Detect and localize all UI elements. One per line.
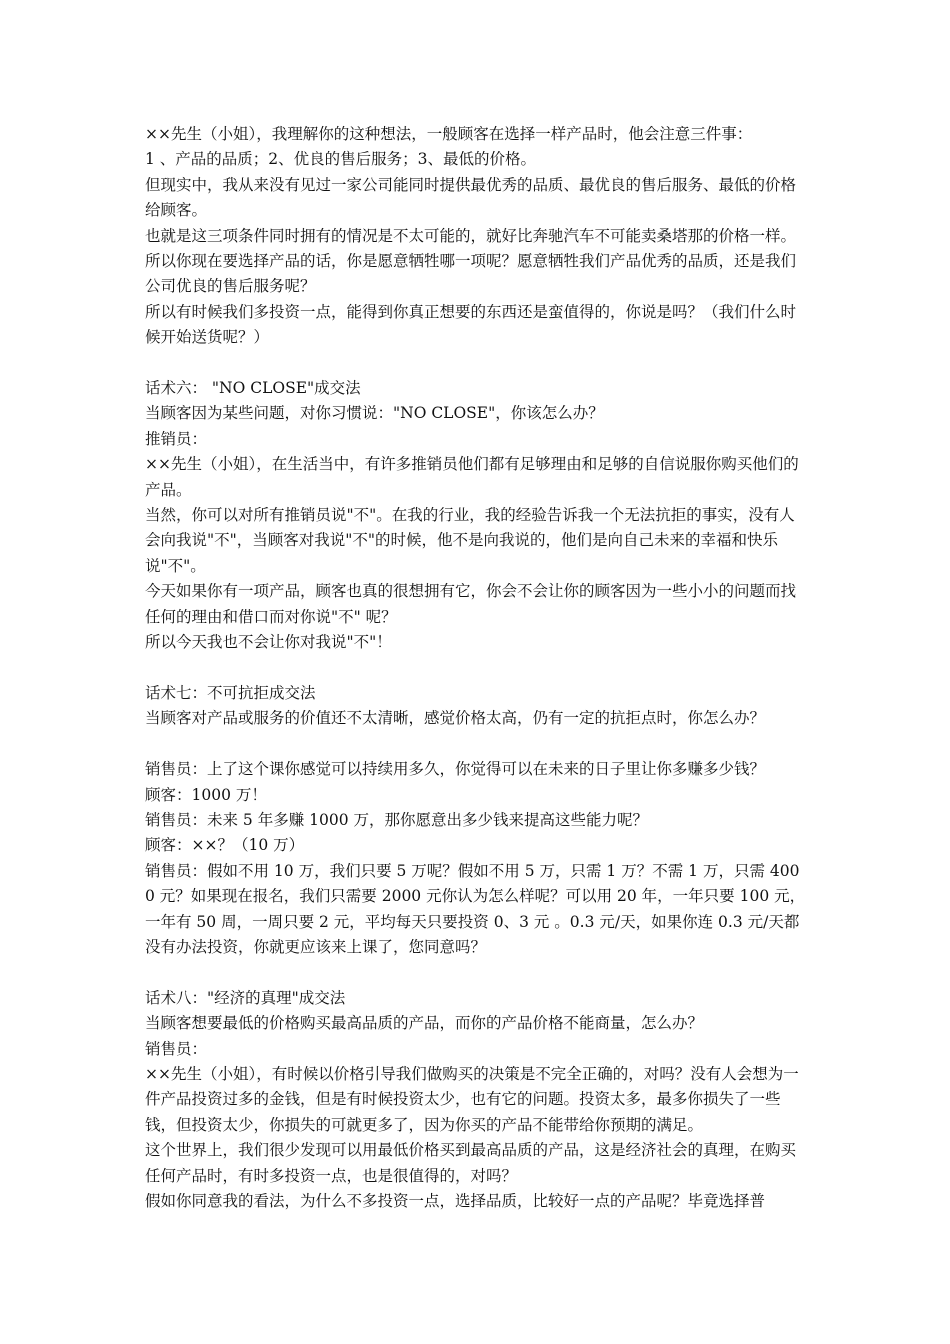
section-heading-8: 话术八："经济的真理"成交法 [145, 988, 346, 1007]
paragraph: 当顾客对产品或服务的价值还不太清晰，感觉价格太高，仍有一定的抗拒点时，你怎么办？ [145, 709, 766, 728]
blank-line [145, 656, 807, 681]
paragraph: ××先生（小姐），我理解你的这种想法，一般顾客在选择一样产品时，他会注意三件事： [145, 125, 753, 143]
dialogue-line: 顾客：××？（10 万） [145, 836, 305, 855]
speaker-label: 销售员： [145, 1039, 208, 1058]
paragraph: 假如你同意我的看法，为什么不多投资一点，选择品质，比较好一点的产品呢？毕竟选择普 [145, 1192, 766, 1210]
paragraph: 当顾客想要最低的价格购买最高品质的产品，而你的产品价格不能商量，怎么办？ [145, 1014, 704, 1033]
dialogue-line: 销售员：假如不用 10 万，我们只要 5 万呢？假如不用 5 万，只需 1 万？不需 1 万，只需 4000 元？如果现在报名，我们只需要 2000 元你认为怎么样呢？可以用 20 年，一年只要 100 元，一年有 50 周，一周只要 2 元，平均每天只要投资 0、3 元 。0.3 元/天，如果你连 0.3 元/天都没有办法投资，你就更应该来上课了，您同意吗？ [145, 861, 806, 956]
paragraph: 所以今天我也不会让你对我说"不"！ [145, 633, 392, 652]
dialogue-line: 销售员：上了这个课你感觉可以持续用多久，你觉得可以在未来的日子里让你多赚多少钱？ [145, 760, 766, 779]
paragraph: 当顾客因为某些问题，对你习惯说："NO CLOSE"，你该怎么办？ [145, 404, 604, 423]
dialogue-line: 顾客：1000 万！ [145, 785, 267, 804]
paragraph: 也就是这三项条件同时拥有的情况是不太可能的，就好比奔驰汽车不可能卖桑塔那的价格一样。 [145, 226, 797, 245]
paragraph: 所以有时候我们多投资一点，能得到你真正想要的东西还是蛮值得的，你说是吗？（我们什么时候开始送货呢？） [145, 302, 797, 347]
paragraph: 所以你现在要选择产品的话，你是愿意牺牲哪一项呢？愿意牺牲我们产品优秀的品质，还是我们公司优良的售后服务呢？ [145, 252, 797, 296]
dialogue-line: 销售员：未来 5 年多赚 1000 万，那你愿意出多少钱来提高这些能力呢？ [145, 810, 649, 829]
paragraph: ××先生（小姐），在生活当中，有许多推销员他们都有足够理由和足够的自信说服你购买他们的产品。 [145, 455, 799, 499]
blank-line [145, 351, 807, 376]
paragraph: 这个世界上，我们很少发现可以用最低价格买到最高品质的产品，这是经济社会的真理，在购买任何产品时，有时多投资一点，也是很值得的，对吗？ [145, 1141, 797, 1185]
paragraph: ××先生（小姐），有时候以价格引导我们做购买的决策是不完全正确的，对吗？没有人会想为一件产品投资过多的金钱，但是有时候投资太少，也有它的问题。投资太多，最多你损失了一些钱，但投资太少，你损失的可就更多了，因为你买的产品不能带给你预期的满足。 [145, 1064, 799, 1134]
paragraph: 但现实中，我从来没有见过一家公司能同时提供最优秀的品质、最优良的售后服务、最低的价格给顾客。 [145, 175, 797, 220]
blank-line [145, 732, 807, 757]
document-body [145, 122, 807, 1214]
paragraph: 当然，你可以对所有推销员说"不"。在我的行业，我的经验告诉我一个无法抗拒的事实，没有人会向我说"不"，当顾客对我说"不"的时候，他不是向我说的，他们是向自己未来的幸福和快乐说"不"。 [145, 506, 795, 575]
section-heading-6: 话术六： "NO CLOSE"成交法 [145, 379, 361, 398]
blank-line [145, 960, 807, 985]
paragraph: 1 、产品的品质；2、优良的售后服务；3、最低的价格。 [145, 150, 537, 169]
speaker-label: 推销员： [145, 429, 208, 448]
paragraph: 今天如果你有一项产品，顾客也真的很想拥有它，你会不会让你的顾客因为一些小小的问题而找任何的理由和借口而对你说"不" 呢？ [145, 582, 797, 626]
section-heading-7: 话术七：不可抗拒成交法 [145, 683, 316, 702]
